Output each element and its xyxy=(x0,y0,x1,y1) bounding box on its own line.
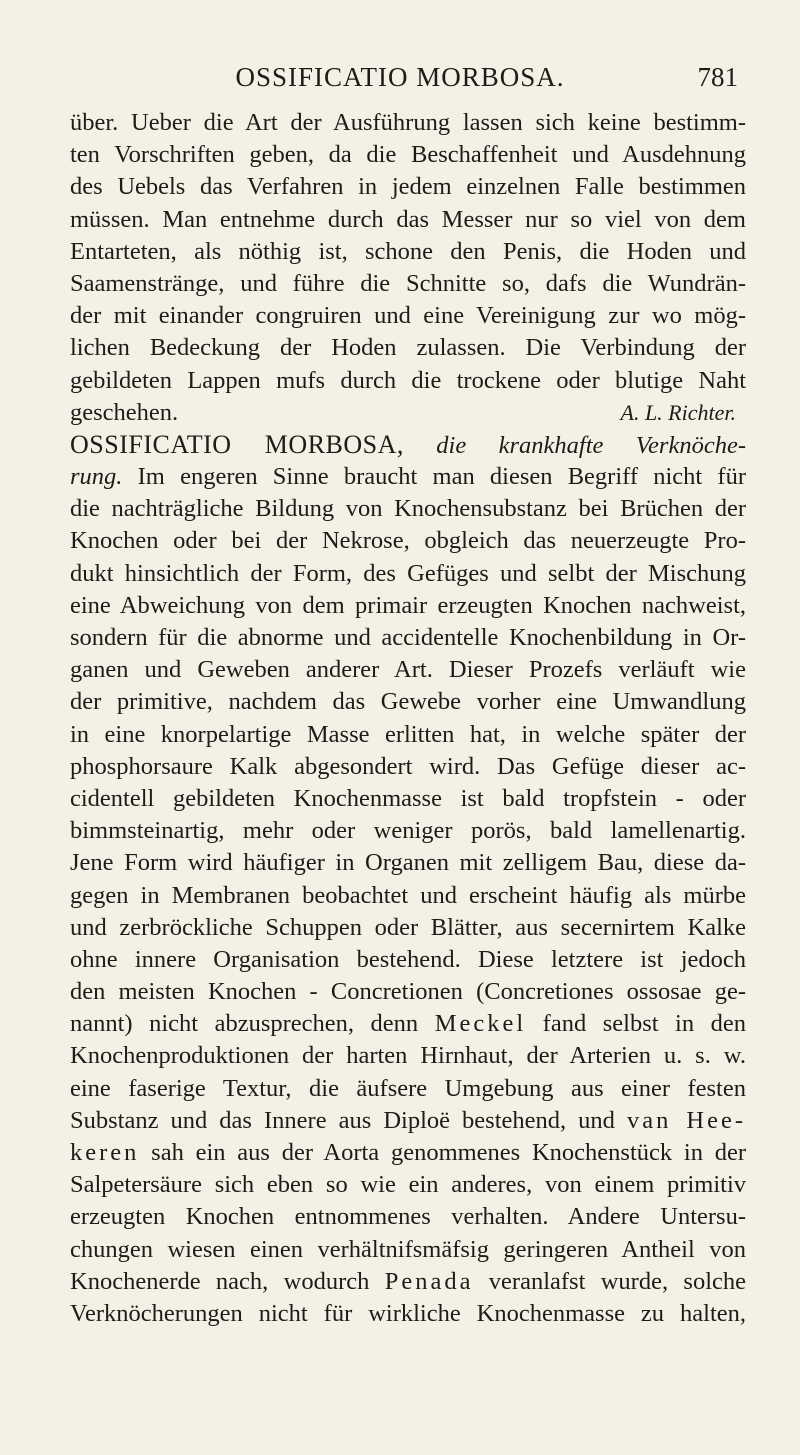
text-line: cidentell gebildeten Knochenmasse ist bald tropfstein - oder xyxy=(70,784,746,812)
text-line: den meisten Knochen - Concretionen (Concretiones ossosae ge- xyxy=(70,978,746,1006)
text-line xyxy=(70,1105,746,1137)
text-line: Knochen oder bei der Nekrose, obgleich das neuerzeugte Pro- xyxy=(70,527,746,555)
text-line: des Uebels das Verfahren in jedem einzelnen Falle bestimmen xyxy=(70,173,746,201)
text-line: und zerbröckliche Schuppen oder Blätter, aus secernirtem Kalke xyxy=(70,913,746,941)
author-name: Penada xyxy=(384,1267,474,1295)
text-line: Saamenstränge, und führe die Schnitte so, dafs die Wundrän- xyxy=(70,269,746,297)
text-line xyxy=(70,397,746,429)
text-line: Knochenproduktionen der harten Hirnhaut, der Arterien u. s. w. xyxy=(70,1042,746,1070)
text-line: erzeugten Knochen entnommenes verhalten. Andere Untersu- xyxy=(70,1203,746,1231)
entry-heading-line xyxy=(70,429,746,461)
text-line: lichen Bedeckung der Hoden zulassen. Die Verbindung der xyxy=(70,334,746,362)
text-line: eine faserige Textur, die äufsere Umgebung aus einer festen xyxy=(70,1074,746,1102)
text-line: sondern für die abnorme und accidentelle Knochenbildung in Or- xyxy=(70,624,746,651)
body-text xyxy=(70,107,746,1330)
text-segment: fand selbst in den xyxy=(526,1010,746,1038)
text-line: über. Ueber die Art der Ausführung lassen sich keine bestimm- xyxy=(70,109,746,136)
text-line xyxy=(70,1137,746,1169)
author-signature: A. L. Richter. xyxy=(620,399,736,425)
entry-headword: OSSIFICATIO MORBOSA, xyxy=(70,429,404,459)
page-header xyxy=(0,60,800,100)
text-line: ten Vorschriften geben, da die Beschaffenheit und Ausdehnung xyxy=(70,141,746,169)
text-line: phosphorsaure Kalk abgesondert wird. Das Gefüge dieser ac- xyxy=(70,752,746,780)
text-line: gegen in Membranen beobachtet und erscheint häufig als mürbe xyxy=(70,881,746,909)
text-line: in eine knorpelartige Masse erlitten hat, in welche später der xyxy=(70,720,746,748)
text-line xyxy=(70,1008,746,1040)
text-line: Jene Form wird häufiger in Organen mit zelligem Bau, diese da- xyxy=(70,849,746,877)
text-line: ganen und Geweben anderer Art. Dieser Prozefs verläuft wie xyxy=(70,656,746,684)
author-name: keren xyxy=(70,1139,140,1166)
text-segment: Im engeren Sinne braucht man diesen Begriff nicht für xyxy=(122,463,746,491)
text-line xyxy=(70,1266,746,1298)
text-line: müssen. Man entnehme durch das Messer nur so viel von dem xyxy=(70,205,746,233)
text-segment: nannt) nicht abzusprechen, denn xyxy=(70,1010,435,1038)
author-name: van Hee- xyxy=(626,1106,746,1134)
text-segment: sah ein aus der Aorta genommenes Knochenstück in der xyxy=(139,1139,746,1166)
text-line: dukt hinsichtlich der Form, des Gefüges und selbt der Mischung xyxy=(70,559,746,587)
text-line: gebildeten Lappen mufs durch die trockene oder blutige Naht xyxy=(70,366,746,394)
entry-definition: die krankhafte Verknöche- xyxy=(403,431,746,459)
text-line: eine Abweichung von dem primair erzeugten Knochen nachweist, xyxy=(70,591,746,619)
text-line: Salpetersäure sich eben so wie ein anderes, von einem primitiv xyxy=(70,1171,746,1199)
running-title: OSSIFICATIO MORBOSA. xyxy=(235,62,565,92)
text-line: ohne innere Organisation bestehend. Diese letztere ist jedoch xyxy=(70,945,746,973)
text-line: chungen wiesen einen verhältnifsmäfsig geringeren Antheil von xyxy=(70,1235,746,1263)
text-line: die nachträgliche Bildung von Knochensubstanz bei Brüchen der xyxy=(70,495,746,523)
text-segment: Knochenerde nach, wodurch xyxy=(70,1267,385,1295)
text-line xyxy=(70,461,746,493)
text-line: Verknöcherungen nicht für wirkliche Knochenmasse zu halten, xyxy=(70,1299,746,1327)
text-line: bimmsteinartig, mehr oder weniger porös, bald lamellenartig. xyxy=(70,817,746,845)
paragraph-end: geschehen. xyxy=(70,398,179,426)
text-line: der primitive, nachdem das Gewebe vorher eine Umwandlung xyxy=(70,688,746,716)
page-number: 781 xyxy=(697,62,738,92)
entry-definition-end: rung. xyxy=(70,463,123,491)
text-line: der mit einander congruiren und eine Vereinigung zur wo mög- xyxy=(70,302,746,330)
author-name: Meckel xyxy=(434,1010,527,1038)
text-segment: Substanz und das Innere aus Diploë bestehend, und xyxy=(70,1106,627,1134)
text-segment: veranlafst wurde, solche xyxy=(473,1267,746,1295)
text-line: Entarteten, als nöthig ist, schone den Penis, die Hoden und xyxy=(70,237,746,265)
